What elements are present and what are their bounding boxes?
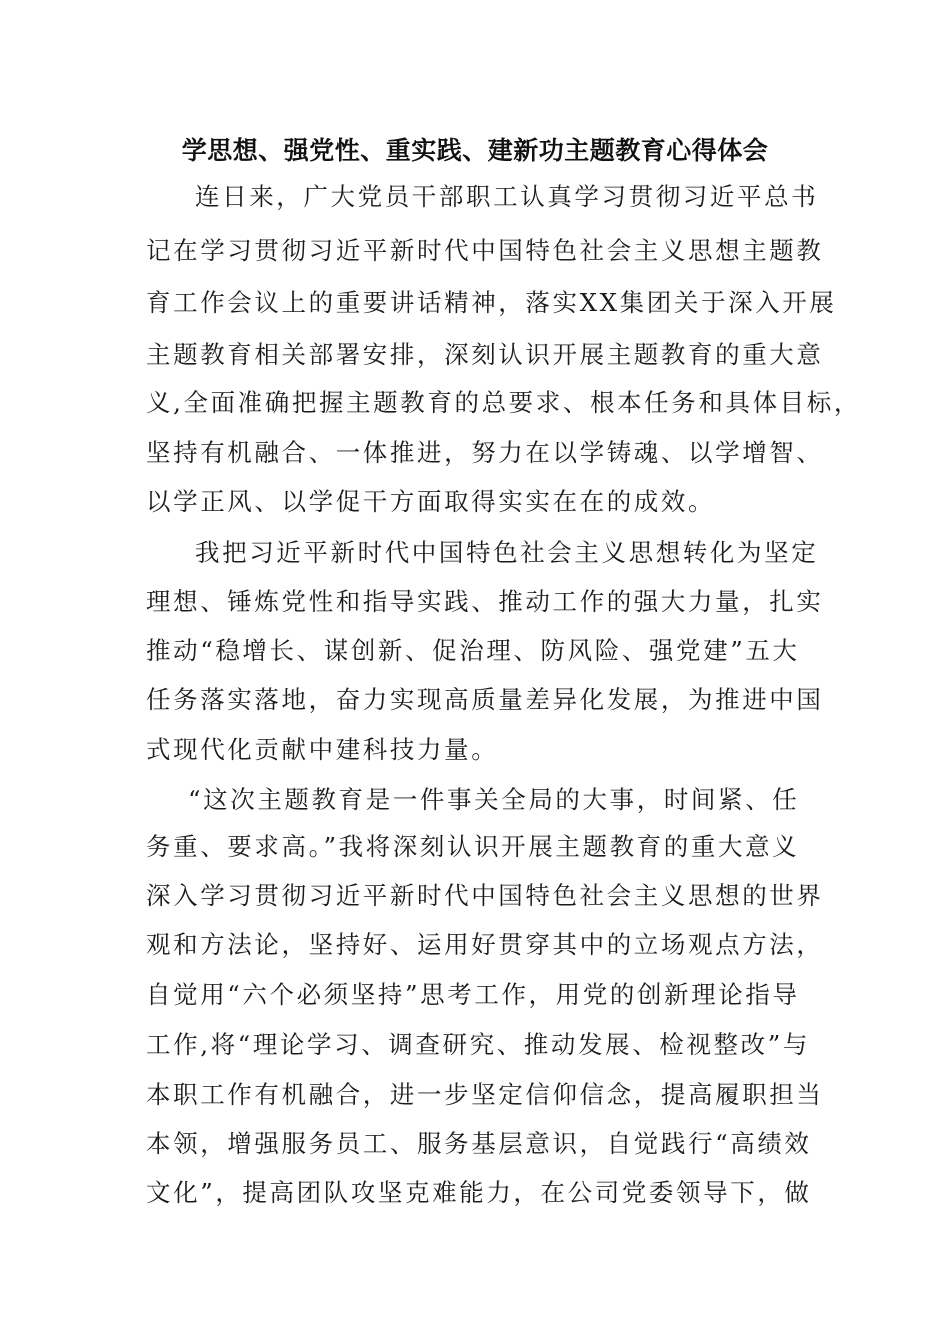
paragraph-2-line-2: 理想、锤炼党性和指导实践、推动工作的强大力量，扎实 — [146, 587, 824, 616]
paragraph-3-line-9: 文化”，提高团队攻坚克难能力，在公司党委领导下，做 — [146, 1178, 812, 1207]
paragraph-1-line-3: 育工作会议上的重要讲话精神，落实XX集团关于深入开展 — [146, 288, 837, 317]
paragraph-2-line-5: 式现代化贡献中建科技力量。 — [146, 735, 499, 764]
paragraph-3-line-2: 务重、要求高。”我将深刻认识开展主题教育的重大意义 — [146, 832, 800, 861]
paragraph-1-line-4: 主题教育相关部署安排，深刻认识开展主题教育的重大意 — [146, 340, 824, 369]
paragraph-2-line-3: 推动“稳增长、谋创新、促治理、防风险、强党建”五大 — [146, 636, 800, 665]
paragraph-2-line-1: 我把习近平新时代中国特色社会主义思想转化为坚定 — [195, 538, 819, 567]
paragraph-3-line-8: 本领，增强服务员工、服务基层意识，自觉践行“高绩效 — [146, 1129, 812, 1158]
paragraph-3-line-5: 自觉用“六个必须坚持”思考工作，用党的创新理论指导 — [146, 980, 800, 1009]
paragraph-1-line-6: 坚持有机融合、一体推进，努力在以学铸魂、以学增智、 — [146, 438, 824, 467]
paragraph-1-line-1: 连日来，广大党员干部职工认真学习贯彻习近平总书 — [195, 182, 819, 211]
paragraph-1-line-2: 记在学习贯彻习近平新时代中国特色社会主义思想主题教 — [146, 236, 824, 265]
paragraph-2-line-4: 任务落实落地，奋力实现高质量差异化发展，为推进中国 — [146, 685, 824, 714]
paragraph-1-line-5: 义,全面准确把握主题教育的总要求、根本任务和具体目标， — [146, 388, 861, 417]
paragraph-3-line-3: 深入学习贯彻习近平新时代中国特色社会主义思想的世界 — [146, 881, 824, 910]
paragraph-3-line-1: “这次主题教育是一件事关全局的大事，时间紧、任 — [188, 785, 800, 814]
paragraph-3-line-7: 本职工作有机融合，进一步坚定信仰信念，提高履职担当 — [146, 1080, 824, 1109]
paragraph-1-line-7: 以学正风、以学促干方面取得实实在在的成效。 — [146, 487, 716, 516]
paragraph-3-line-6: 工作,将“理论学习、调查研究、推动发展、检视整改”与 — [146, 1030, 810, 1059]
paragraph-3-line-4: 观和方法论，坚持好、运用好贯穿其中的立场观点方法， — [146, 930, 824, 959]
document-title: 学思想、强党性、重实践、建新功主题教育心得体会 — [181, 136, 769, 165]
